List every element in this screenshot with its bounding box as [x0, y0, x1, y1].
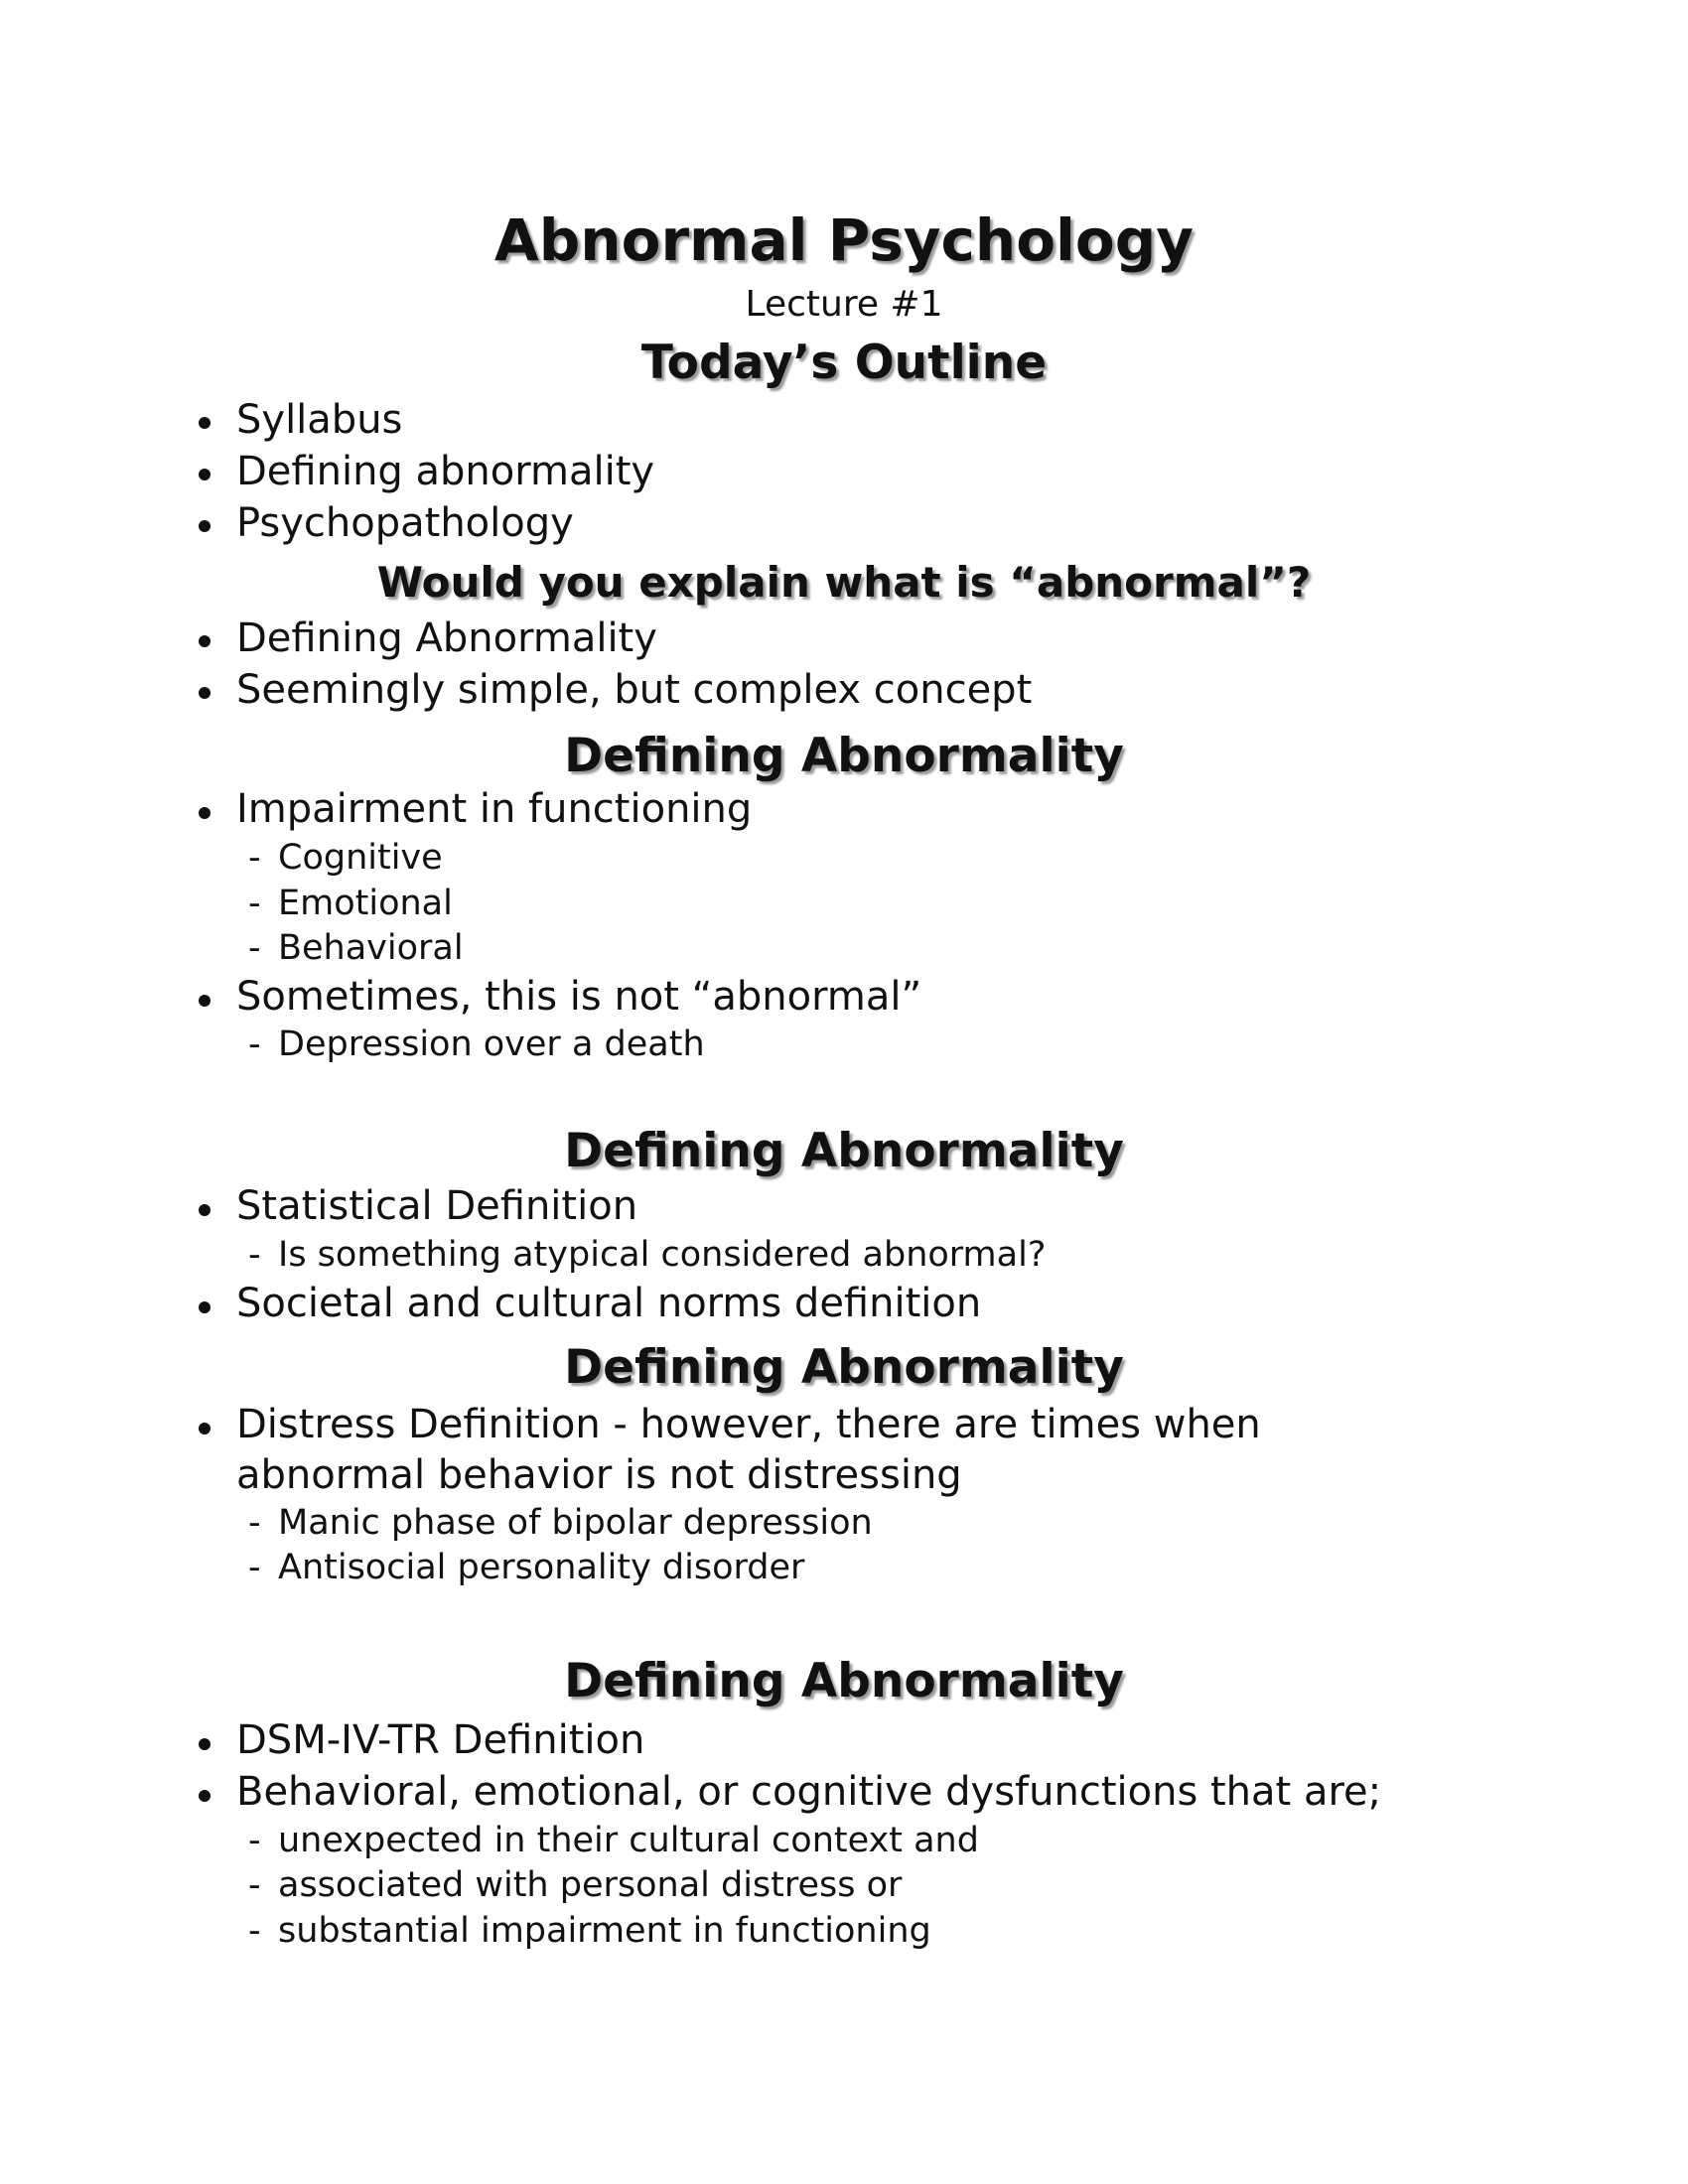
- dash-marker: -: [248, 1503, 261, 1543]
- dash-marker: -: [248, 1911, 261, 1951]
- bullet-item: Defining abnormality: [236, 449, 655, 494]
- dash-marker: -: [248, 1024, 261, 1064]
- sub-item: Manic phase of bipolar depression: [278, 1503, 873, 1543]
- bullet-icon: [199, 995, 211, 1007]
- bullet-item: Societal and cultural norms definition: [236, 1281, 982, 1326]
- bullet-icon: [199, 1423, 211, 1434]
- dash-marker: -: [248, 838, 261, 878]
- bullet-item: Behavioral, emotional, or cognitive dysfunctions that are;: [236, 1769, 1382, 1815]
- sub-item: Is something atypical considered abnormal?: [278, 1235, 1047, 1275]
- dash-marker: -: [248, 1235, 261, 1275]
- bullet-item: Statistical Definition: [236, 1183, 638, 1229]
- bullet-item: Syllabus: [236, 397, 403, 443]
- bullet-icon: [199, 687, 211, 699]
- bullet-item: Psychopathology: [236, 500, 574, 546]
- bullet-icon: [199, 1790, 211, 1802]
- dash-marker: -: [248, 1548, 261, 1587]
- dash-marker: -: [248, 1865, 261, 1905]
- sub-item: unexpected in their cultural context and: [278, 1821, 979, 1860]
- bullet-item: Defining Abnormality: [236, 615, 657, 661]
- section-heading: Defining Abnormality: [564, 1340, 1124, 1395]
- sub-item: Behavioral: [278, 928, 464, 968]
- bullet-icon: [199, 469, 211, 480]
- dash-marker: -: [248, 928, 261, 968]
- section-heading: Today’s Outline: [640, 336, 1048, 390]
- bullet-item: Seemingly simple, but complex concept: [236, 667, 1033, 713]
- bullet-item: Impairment in functioning: [236, 786, 753, 832]
- document-title: Abnormal Psychology: [493, 206, 1195, 274]
- bullet-item: Distress Definition - however, there are times when: [236, 1402, 1261, 1447]
- sub-item: Antisocial personality disorder: [278, 1548, 805, 1587]
- bullet-item: DSM-IV-TR Definition: [236, 1717, 645, 1763]
- sub-item: associated with personal distress or: [278, 1865, 903, 1905]
- document-subtitle: Lecture #1: [745, 284, 943, 325]
- bullet-icon: [199, 1738, 211, 1750]
- sub-item: Cognitive: [278, 838, 443, 878]
- section-heading: Defining Abnormality: [564, 1124, 1124, 1178]
- bullet-item: Sometimes, this is not “abnormal”: [236, 974, 922, 1020]
- section-heading: Would you explain what is “abnormal”?: [376, 558, 1312, 607]
- bullet-icon: [199, 417, 211, 429]
- dash-marker: -: [248, 884, 261, 923]
- bullet-icon: [199, 520, 211, 532]
- bullet-icon: [199, 807, 211, 819]
- bullet-icon: [199, 1301, 211, 1313]
- section-heading: Defining Abnormality: [564, 1654, 1124, 1708]
- sub-item: Emotional: [278, 884, 453, 923]
- section-heading: Defining Abnormality: [564, 729, 1124, 783]
- sub-item: Depression over a death: [278, 1024, 705, 1064]
- bullet-icon: [199, 1204, 211, 1216]
- bullet-item-continuation: abnormal behavior is not distressing: [236, 1452, 962, 1498]
- sub-item: substantial impairment in functioning: [278, 1911, 931, 1951]
- dash-marker: -: [248, 1821, 261, 1860]
- bullet-icon: [199, 635, 211, 647]
